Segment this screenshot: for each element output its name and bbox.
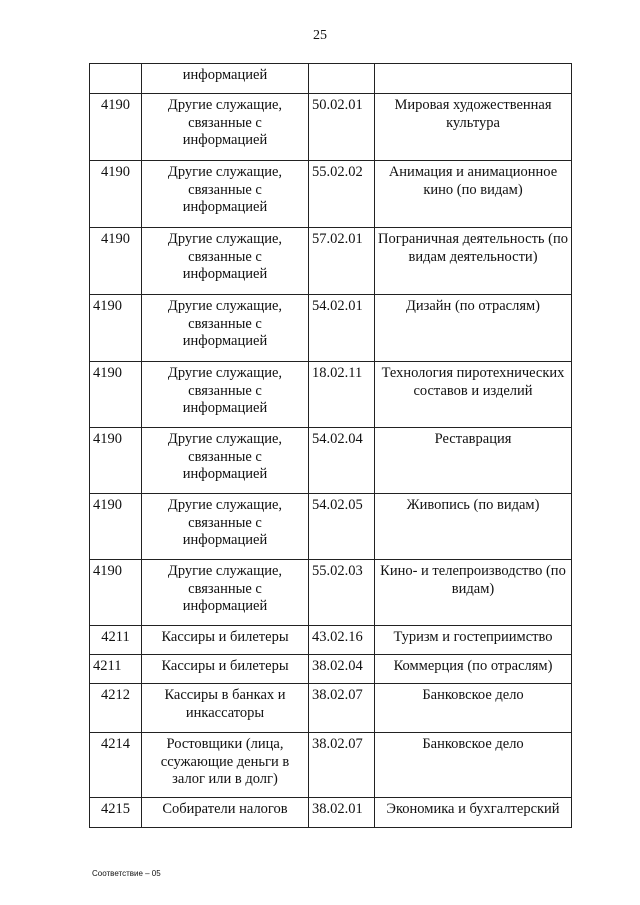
occupations-table bbox=[89, 63, 572, 828]
code-cell bbox=[90, 64, 142, 94]
table-row bbox=[90, 228, 572, 295]
occupation-cell: Кассиры и билетеры bbox=[142, 626, 309, 655]
occupation-cell: Другие служащие, связанные с информацией bbox=[142, 228, 309, 295]
specialty-code-cell: 54.02.04 bbox=[309, 428, 375, 494]
code-cell: 4190 bbox=[90, 560, 142, 626]
table-row bbox=[90, 684, 572, 733]
specialty-name-cell: Пограничная деятельность (по видам деятельности) bbox=[375, 228, 572, 295]
specialty-name-cell: Кино- и телепроизводство (по видам) bbox=[375, 560, 572, 626]
page-number: 25 bbox=[313, 28, 327, 43]
code-cell: 4190 bbox=[90, 94, 142, 161]
specialty-code-cell bbox=[309, 64, 375, 94]
code-cell: 4211 bbox=[90, 655, 142, 684]
specialty-code-cell: 57.02.01 bbox=[309, 228, 375, 295]
table-row bbox=[90, 64, 572, 94]
code-cell: 4190 bbox=[90, 428, 142, 494]
occupation-cell: информацией bbox=[142, 64, 309, 94]
occupation-cell: Другие служащие, связанные с информацией bbox=[142, 494, 309, 560]
table-body bbox=[90, 64, 572, 828]
table-row bbox=[90, 494, 572, 560]
specialty-code-cell: 38.02.01 bbox=[309, 798, 375, 828]
specialty-name-cell bbox=[375, 64, 572, 94]
occupation-cell: Ростовщики (лица, ссужающие деньги в залог или в долг) bbox=[142, 733, 309, 798]
code-cell: 4190 bbox=[90, 494, 142, 560]
code-cell: 4215 bbox=[90, 798, 142, 828]
specialty-name-cell: Живопись (по видам) bbox=[375, 494, 572, 560]
code-cell: 4214 bbox=[90, 733, 142, 798]
occupation-cell: Кассиры и билетеры bbox=[142, 655, 309, 684]
code-cell: 4212 bbox=[90, 684, 142, 733]
code-cell: 4190 bbox=[90, 161, 142, 228]
occupation-cell: Собиратели налогов bbox=[142, 798, 309, 828]
occupation-cell: Другие служащие, связанные с информацией bbox=[142, 94, 309, 161]
table-row bbox=[90, 733, 572, 798]
specialty-code-cell: 18.02.11 bbox=[309, 362, 375, 428]
code-cell: 4190 bbox=[90, 295, 142, 362]
specialty-code-cell: 43.02.16 bbox=[309, 626, 375, 655]
occupation-cell: Другие служащие, связанные с информацией bbox=[142, 428, 309, 494]
occupation-cell: Другие служащие, связанные с информацией bbox=[142, 560, 309, 626]
table-row bbox=[90, 798, 572, 828]
code-cell: 4211 bbox=[90, 626, 142, 655]
table-row bbox=[90, 362, 572, 428]
table-row bbox=[90, 94, 572, 161]
table-row bbox=[90, 560, 572, 626]
specialty-name-cell: Банковское дело bbox=[375, 684, 572, 733]
specialty-code-cell: 55.02.02 bbox=[309, 161, 375, 228]
occupation-cell: Другие служащие, связанные с информацией bbox=[142, 161, 309, 228]
specialty-code-cell: 55.02.03 bbox=[309, 560, 375, 626]
specialty-code-cell: 54.02.01 bbox=[309, 295, 375, 362]
occupation-cell: Кассиры в банках и инкассаторы bbox=[142, 684, 309, 733]
specialty-code-cell: 54.02.05 bbox=[309, 494, 375, 560]
specialty-name-cell: Дизайн (по отраслям) bbox=[375, 295, 572, 362]
specialty-code-cell: 50.02.01 bbox=[309, 94, 375, 161]
table-row bbox=[90, 655, 572, 684]
specialty-name-cell: Коммерция (по отраслям) bbox=[375, 655, 572, 684]
specialty-code-cell: 38.02.07 bbox=[309, 684, 375, 733]
table-row bbox=[90, 161, 572, 228]
specialty-name-cell: Банковское дело bbox=[375, 733, 572, 798]
occupation-cell: Другие служащие, связанные с информацией bbox=[142, 362, 309, 428]
specialty-code-cell: 38.02.07 bbox=[309, 733, 375, 798]
specialty-name-cell: Экономика и бухгалтерский bbox=[375, 798, 572, 828]
occupation-cell: Другие служащие, связанные с информацией bbox=[142, 295, 309, 362]
specialty-name-cell: Мировая художественная культура bbox=[375, 94, 572, 161]
specialty-name-cell: Анимация и анимационное кино (по видам) bbox=[375, 161, 572, 228]
specialty-name-cell: Туризм и гостеприимство bbox=[375, 626, 572, 655]
table-row bbox=[90, 428, 572, 494]
footer-note: Соответствие – 05 bbox=[92, 869, 161, 878]
specialty-code-cell: 38.02.04 bbox=[309, 655, 375, 684]
specialty-name-cell: Реставрация bbox=[375, 428, 572, 494]
table-row bbox=[90, 295, 572, 362]
specialty-name-cell: Технология пиротехнических составов и изделий bbox=[375, 362, 572, 428]
code-cell: 4190 bbox=[90, 362, 142, 428]
table-row bbox=[90, 626, 572, 655]
code-cell: 4190 bbox=[90, 228, 142, 295]
